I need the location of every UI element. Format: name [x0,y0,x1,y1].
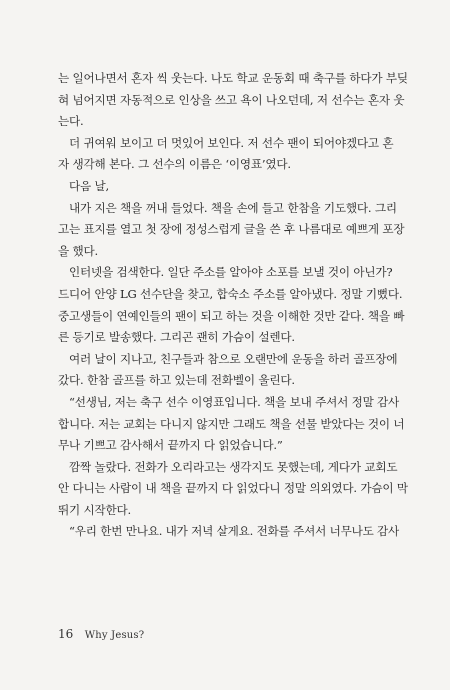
text-line: 른 등기로 발송했다. 그리곤 괜히 가슴이 설렌다. [58,330,295,345]
text-line: 인터넷을 검색한다. 일단 주소를 알아야 소포를 보낼 것이 아닌가? [69,265,393,280]
text-line: 깜짝 놀랐다. 전화가 오리라고는 생각지도 못했는데, 게다가 교회도 [69,459,398,474]
text-line: 다음 날, [69,178,109,193]
text-line: 고는 표지를 열고 첫 장에 정성스럽게 글을 쓴 후 나름대로 예쁘게 포장 [58,222,405,237]
text-line: 안 다니는 사람이 내 책을 끝까지 다 읽었다니 정말 의외였다. 가슴이 막 [58,481,408,496]
body-paragraphs [58,68,418,543]
text-line: 뛰기 시작한다. [58,502,131,517]
text-line: 을 했다. [58,243,98,258]
text-line: 는 일어나면서 혼자 씩 웃는다. 나도 학교 운동회 때 축구를 하다가 부딪 [58,71,408,85]
text-line: 중고생들이 연예인들의 팬이 되고 하는 것을 이해한 것만 같다. 책을 빠 [58,308,405,323]
text-line: 자 생각해 본다. 그 선수의 이름은 ‘이영표’였다. [58,157,291,172]
text-line: 는다. [58,114,84,129]
page-footer [58,627,144,641]
running-title: Why Jesus? [84,630,145,641]
text-line: 여러 날이 지나고, 친구들과 참으로 오랜만에 운동을 하러 골프장에 [69,351,398,366]
text-line: 혀 넘어지면 자동적으로 인상을 쓰고 욕이 나오던데, 저 선수는 혼자 웃 [58,92,405,107]
page-number: 16 [58,627,74,641]
text-line: 더 귀여워 보이고 더 멋있어 보인다. 저 선수 팬이 되어야겠다고 혼 [69,135,394,150]
text-line: 내가 지은 책을 꺼내 들었다. 책을 손에 들고 한참을 기도했다. 그리 [69,200,397,215]
text-line: “우리 한번 만나요. 내가 저녁 살게요. 전화를 주셔서 너무나도 감사 [69,524,400,539]
text-line: 합니다. 저는 교회는 다니지 않지만 그래도 책을 선물 받았다는 것이 너 [58,416,405,431]
text-line: 무나 기쁘고 감사해서 끝까지 다 읽었습니다.” [58,438,283,453]
text-line: 갔다. 한참 골프를 하고 있는데 전화벨이 울린다. [58,373,295,388]
text-line: 드디어 안양 LG 선수단을 찾고, 합숙소 주소를 알아냈다. 정말 기뻤다. [58,286,403,301]
body-text [58,68,418,543]
text-line: “선생님, 저는 축구 선수 이영표입니다. 책을 보내 주셔서 정말 감사 [69,394,400,409]
